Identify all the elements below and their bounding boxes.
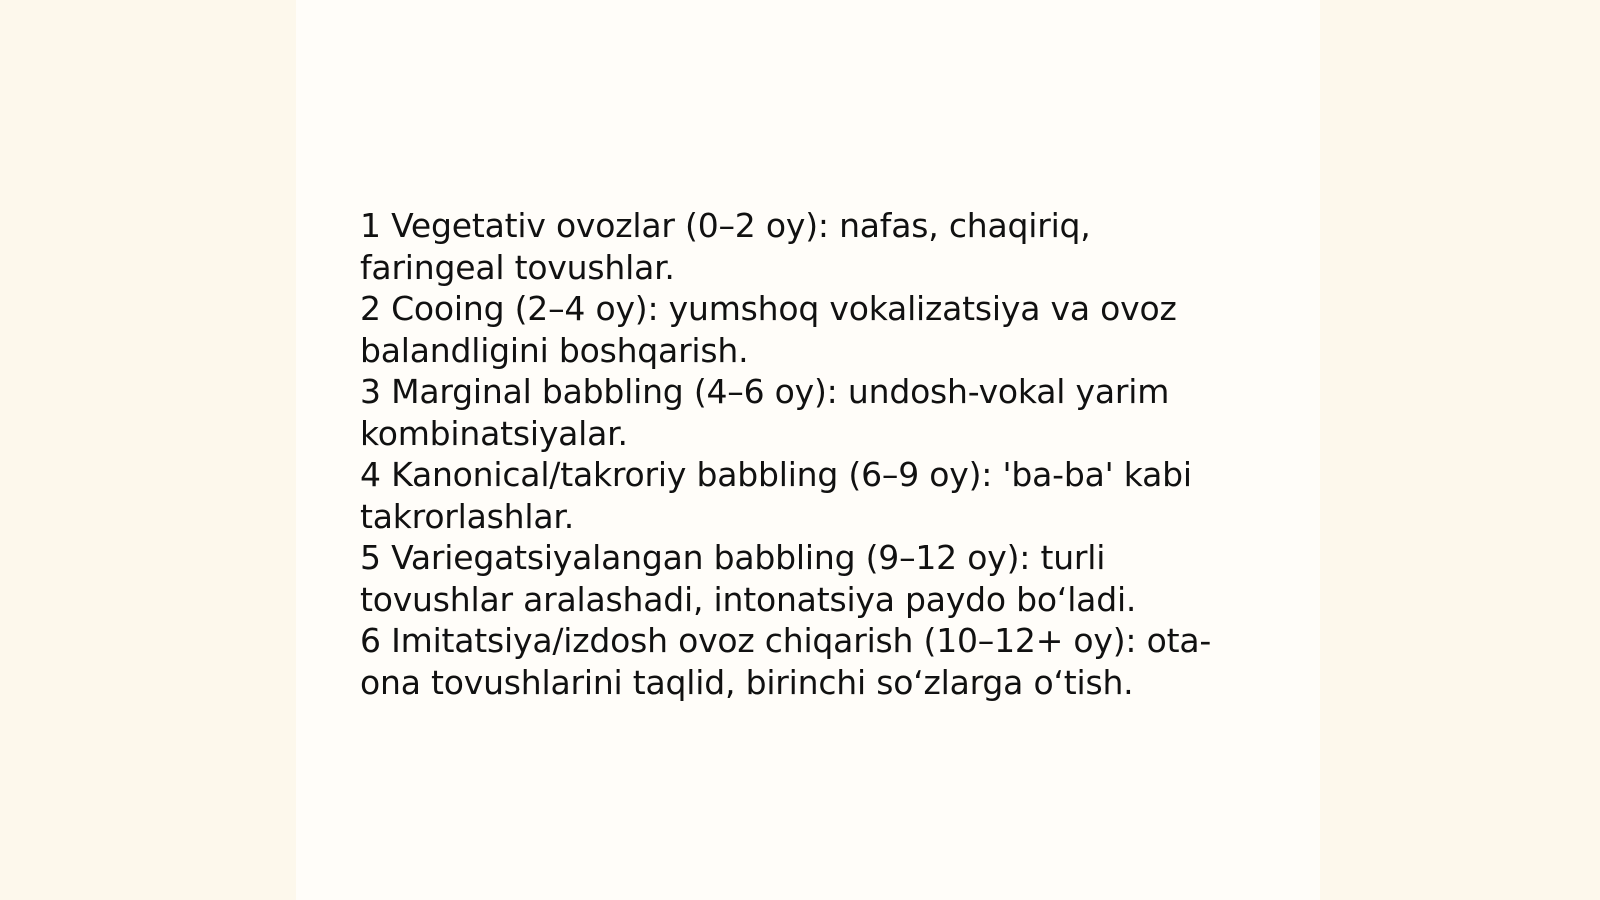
list-item-variegated-babbling: 5 Variegatsiyalangan babbling (9–12 oy): turli tovushlar aralashadi, intonatsiya paydo bo‘ladi.: [360, 538, 1137, 619]
stage-list: [360, 205, 1240, 703]
list-item-marginal-babbling: 3 Marginal babbling (4–6 oy): undosh-vokal yarim kombinatsiyalar.: [360, 372, 1170, 453]
list-item-imitation: 6 Imitatsiya/izdosh ovoz chiqarish (10–12+ oy): ota-ona tovushlarini taqlid, birinchi so‘zlarga o‘tish.: [360, 621, 1212, 702]
list-item-cooing: 2 Cooing (2–4 oy): yumshoq vokalizatsiya va ovoz balandligini boshqarish.: [360, 289, 1177, 370]
slide: [296, 0, 1320, 900]
list-item-vegetative: 1 Vegetativ ovozlar (0–2 oy): nafas, chaqiriq, faringeal tovushlar.: [360, 206, 1091, 287]
list-item-canonical-babbling: 4 Kanonical/takroriy babbling (6–9 oy): 'ba-ba' kabi takrorlashlar.: [360, 455, 1192, 536]
